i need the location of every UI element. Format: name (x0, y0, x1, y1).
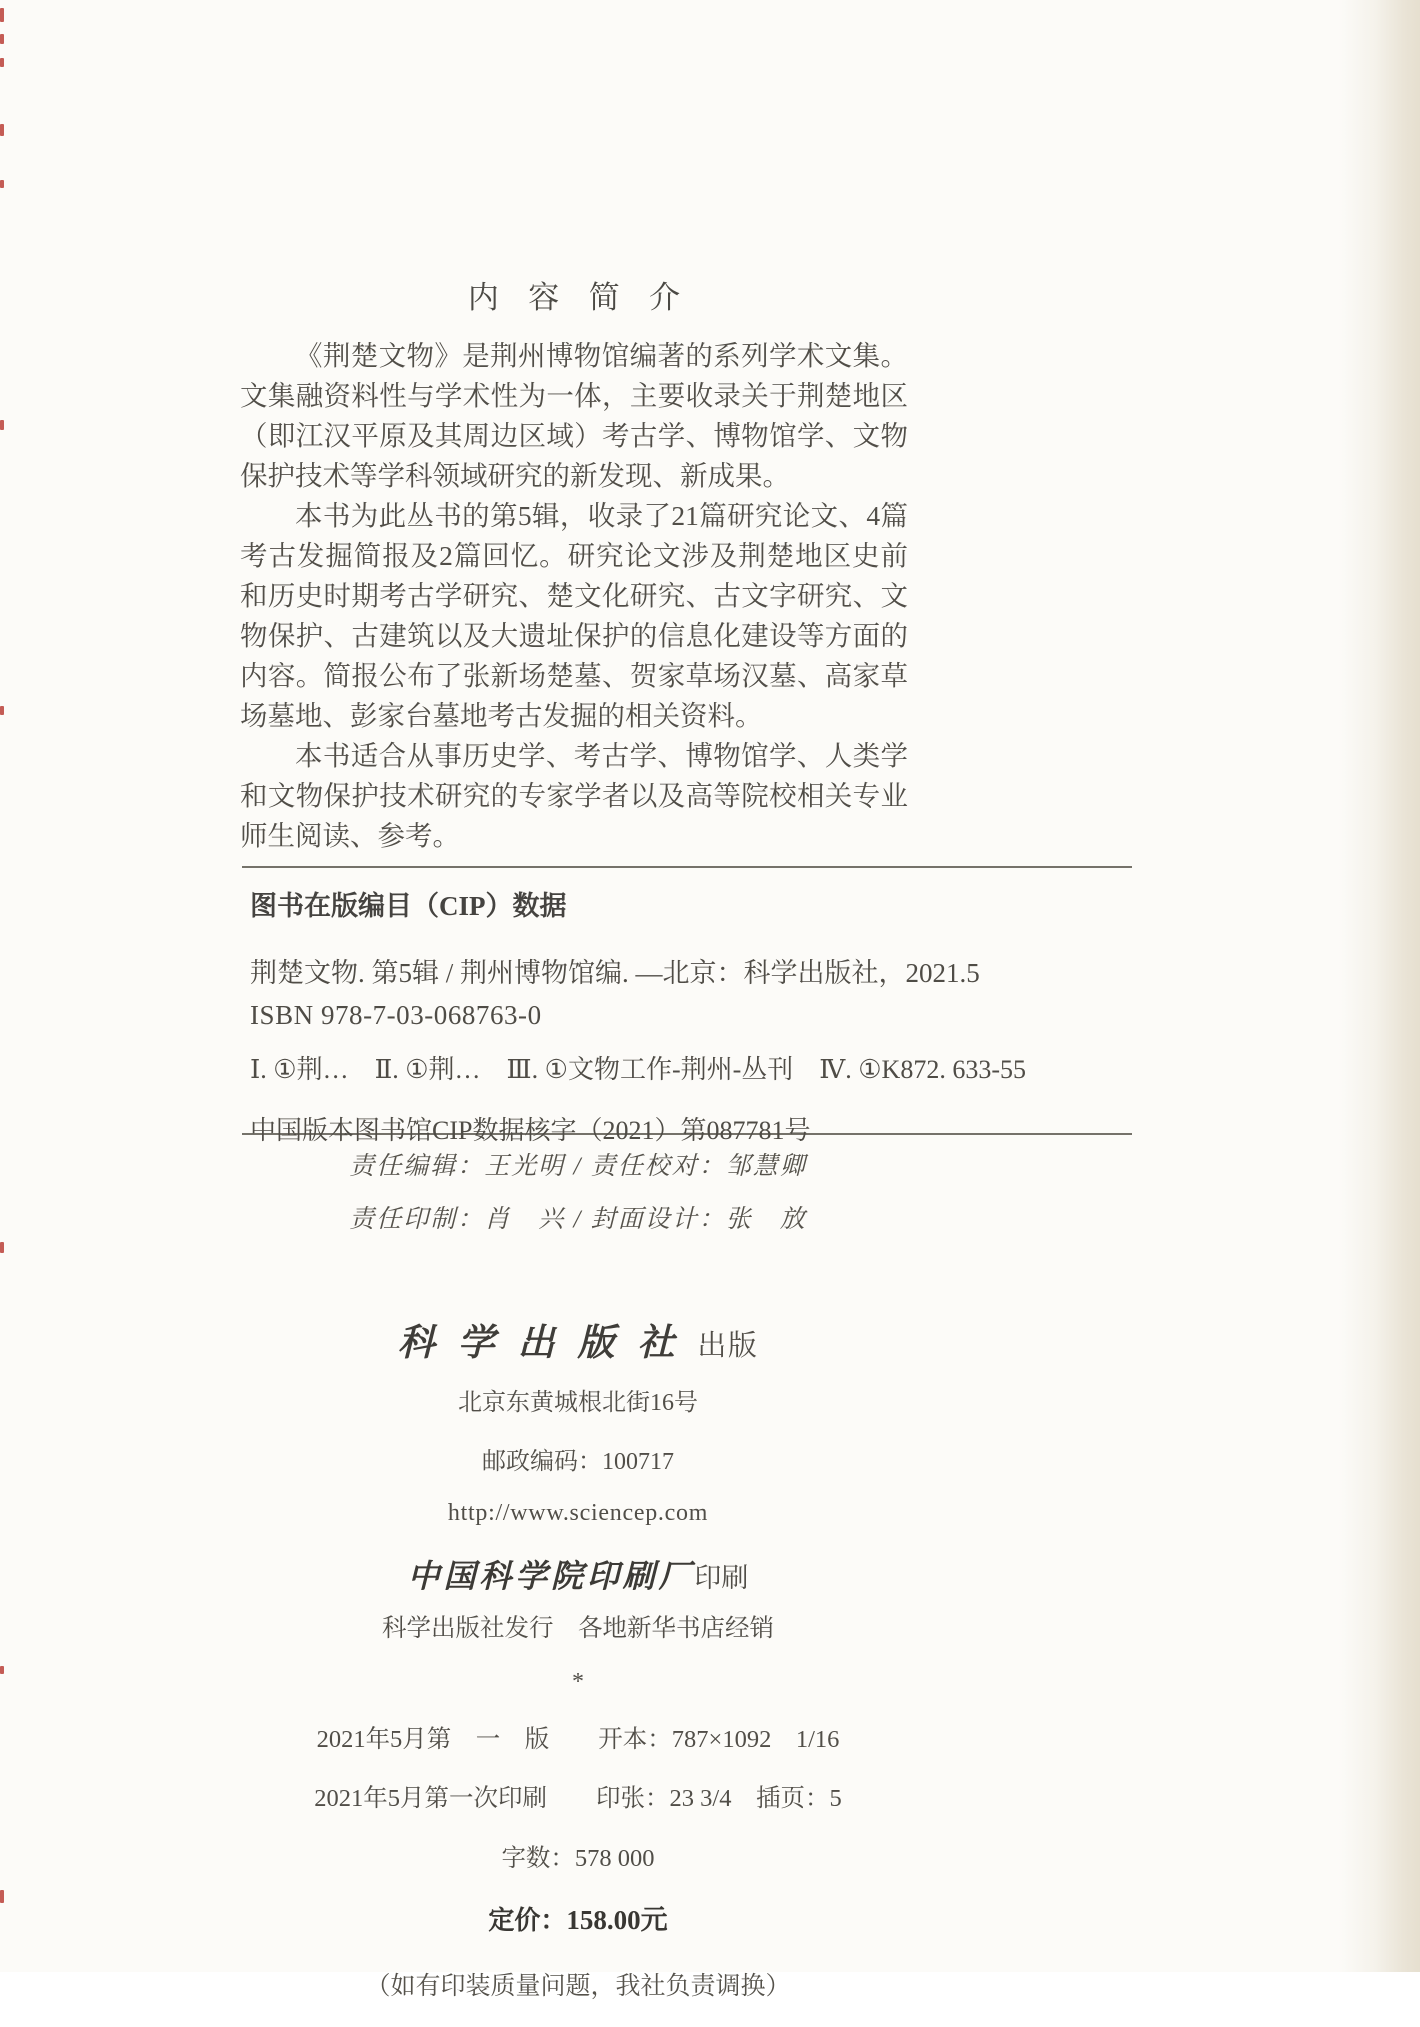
content-summary-title: 内容简介 (467, 280, 710, 315)
cip-heading: 图书在版编目（CIP）数据 (250, 891, 567, 921)
price-value: 158.00元 (566, 1905, 668, 1935)
scan-artifact (0, 1242, 4, 1253)
postal-code: 邮政编码：100717 (482, 1449, 674, 1475)
credits-printing: 责任印制：肖 兴 / 封面设计：张 放 (349, 1206, 807, 1233)
printer-line (143, 1551, 1013, 1597)
cip-record: 荆楚文物. 第5辑 / 荆州博物馆编. —北京：科学出版社，2021.5 (250, 958, 980, 988)
word-count: 字数：578 000 (501, 1844, 655, 1872)
price-line (143, 1898, 1013, 1937)
cip-registration: 中国版本图书馆CIP数据核字（2021）第087781号 (250, 1116, 811, 1145)
credits-editors: 责任编辑：王光明 / 责任校对：邹慧卿 (349, 1153, 807, 1180)
scan-artifact (0, 58, 4, 67)
publisher-role: 出版 (697, 1330, 759, 1362)
price-label: 定价： (488, 1906, 567, 1935)
scan-artifact (0, 1666, 4, 1674)
printer-role: 印刷 (694, 1563, 749, 1593)
publisher-website: http://www.sciencep.com (447, 1500, 709, 1526)
scan-artifact (0, 124, 4, 136)
page-edge-shadow (1338, 0, 1420, 1972)
publisher-line (143, 1312, 1013, 1366)
summary-paragraph: 本书适合从事历史学、考古学、博物馆学、人类学和文物保护技术研究的专家学者以及高等院校相关专业师生阅读、参考。 (240, 740, 908, 851)
scan-artifact (0, 706, 4, 715)
printing-line: 2021年5月第一次印刷 印张：23 3/4 插页：5 (314, 1785, 842, 1812)
scan-artifact (0, 34, 4, 44)
scan-artifact (0, 1890, 4, 1903)
edition-line: 2021年5月第 一 版 开本：787×1092 1/16 (316, 1725, 840, 1753)
summary-paragraph: 本书为此丛书的第5辑，收录了21篇研究论文、4篇考古发掘简报及2篇回忆。研究论文涉及荆楚地区史前和历史时期考古学研究、楚文化研究、古文字研究、文物保护、古建筑以及大遗址保护的信息化建设等方面的内容。简报公布了张新场楚墓、贺家草场汉墓、高家草场墓地、彭家台墓地考古发掘的相关资料。 (240, 500, 908, 731)
distribution-line: 科学出版社发行 各地新华书店经销 (382, 1615, 774, 1642)
cip-classification: Ⅰ. ①荆… Ⅱ. ①荆… Ⅲ. ①文物工作-荆州-丛刊 Ⅳ. ①K872. 633-55 (250, 1055, 1026, 1084)
publisher-logo-text: 科学出版社 (397, 1323, 698, 1364)
publisher-address: 北京东黄城根北街16号 (458, 1390, 698, 1416)
summary-paragraph: 《荆楚文物》是荆州博物馆编著的系列学术文集。文集融资料性与学术性为一体，主要收录关于荆楚地区（即江汉平原及其周边区域）考古学、博物馆学、文物保护技术等学科领域研究的新发现、新成果。 (240, 340, 908, 491)
content-summary-body (240, 336, 908, 856)
scan-artifact (0, 8, 4, 22)
credits-block (143, 1146, 1013, 1252)
quality-note: （如有印装质量问题，我社负责调换） (365, 1973, 791, 2000)
cip-isbn: ISBN 978-7-03-068763-0 (250, 1000, 542, 1030)
cip-data-block (242, 866, 1132, 1145)
asterisk-separator: * (572, 1668, 584, 1695)
colophon-block (143, 1312, 1013, 2027)
scan-artifact (0, 420, 4, 430)
scan-artifact (0, 180, 4, 188)
printer-logo-text: 中国科学院印刷厂 (407, 1558, 695, 1594)
